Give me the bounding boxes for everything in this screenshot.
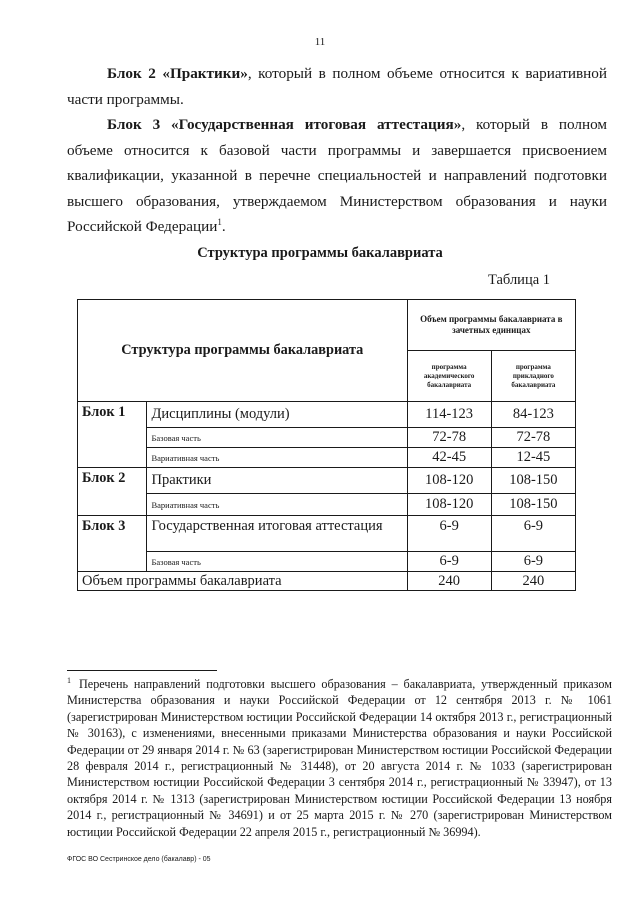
block-3-text: , который в полном объеме относится к базовой части программы и завершается присвоением квалификации, указанной в перечне специальностей и направлений подготовки высшего образования, утверждаемом Министерством образования и науки Российской Федерации — [67, 116, 607, 235]
header-academic: программа академического бакалавриата — [407, 351, 491, 402]
row-value-academic: 72-78 — [407, 428, 491, 448]
table-row — [78, 448, 576, 468]
table-row — [78, 428, 576, 448]
paragraph-block-2 — [67, 61, 607, 112]
row-value-academic: 114-123 — [407, 402, 491, 428]
row-value-applied: 72-78 — [491, 428, 575, 448]
row-value-academic: 6-9 — [407, 516, 491, 552]
row-value-applied: 12-45 — [491, 448, 575, 468]
total-value-academic: 240 — [407, 572, 491, 591]
row-name: Базовая часть — [147, 552, 407, 572]
row-value-academic: 108-120 — [407, 494, 491, 516]
header-structure: Структура программы бакалавриата — [78, 300, 408, 402]
table-row — [78, 468, 576, 494]
paragraph-block-3 — [67, 112, 607, 240]
page-number: 11 — [314, 36, 326, 48]
row-name: Вариативная часть — [147, 448, 407, 468]
row-value-academic: 108-120 — [407, 468, 491, 494]
header-volume: Объем программы бакалавриата в зачетных единицах — [407, 300, 575, 351]
total-value-applied: 240 — [491, 572, 575, 591]
row-value-applied: 108-150 — [491, 468, 575, 494]
block-label: Блок 2 — [78, 468, 147, 516]
block-2-heading: Блок 2 «Практики» — [107, 65, 248, 82]
block-3-end: . — [221, 218, 226, 235]
table-row — [78, 402, 576, 428]
header-applied: программа прикладного бакалавриата — [491, 351, 575, 402]
row-value-academic: 6-9 — [407, 552, 491, 572]
block-label: Блок 3 — [78, 516, 147, 572]
block-2-text: , который в полном объеме относится к вариативной части программы. — [67, 65, 607, 108]
row-name: Дисциплины (модули) — [147, 402, 407, 428]
table-row — [78, 494, 576, 516]
footnote-mark: 1 — [67, 675, 71, 685]
row-name: Вариативная часть — [147, 494, 407, 516]
page-footer: ФГОС ВО Сестринское дело (бакалавр) - 05 — [67, 856, 211, 863]
row-name: Практики — [147, 468, 407, 494]
footnote — [67, 676, 612, 840]
table-row-total — [78, 572, 576, 591]
block-3-heading: Блок 3 «Государственная итоговая аттестация» — [107, 116, 462, 133]
row-value-applied: 108-150 — [491, 494, 575, 516]
table-caption: Таблица 1 — [488, 272, 551, 288]
row-name: Базовая часть — [147, 428, 407, 448]
footnote-text: Перечень направлений подготовки высшего образования – бакалавриата, утвержденный приказом Министерства образования и науки Российской Федерации от 12 сентября 2013 г. № 1061 (зарегистрирован Министерством юстиции Российской Федерации 14 октября 2013 г., регистрационный № 30163), с изменениями, внесенными приказами Министерства образования и науки Российской Федерации от 29 января 2014 г. № 63 (зарегистрирован Министерством юстиции Российской Федерации 28 февраля 2014 г., регистрационный № 31448), от 20 августа 2014 г. № 1033 (зарегистрирован Министерством юстиции Российской Федерации 3 сентября 2014 г., регистрационный № 33947), от 13 октября 2014 г. № 1313 (зарегистрирован Министерством юстиции Российской Федерации 13 ноября 2014 г., регистрационный № 34691) и от 25 марта 2015 г. № 270 (зарегистрирован Министерством юстиции Российской Федерации 22 апреля 2015 г., регистрационный № 36994). — [67, 677, 612, 839]
table-title: Структура программы бакалавриата — [197, 245, 443, 261]
row-name: Государственная итоговая аттестация — [147, 516, 407, 552]
row-value-applied: 6-9 — [491, 552, 575, 572]
row-value-applied: 6-9 — [491, 516, 575, 552]
structure-table — [77, 299, 576, 591]
total-label: Объем программы бакалавриата — [78, 572, 408, 591]
block-label: Блок 1 — [78, 402, 147, 468]
row-value-academic: 42-45 — [407, 448, 491, 468]
table-row — [78, 552, 576, 572]
footnote-divider — [67, 670, 217, 671]
table-row — [78, 516, 576, 552]
row-value-applied: 84-123 — [491, 402, 575, 428]
footnote-reference[interactable]: 1 — [217, 216, 222, 227]
